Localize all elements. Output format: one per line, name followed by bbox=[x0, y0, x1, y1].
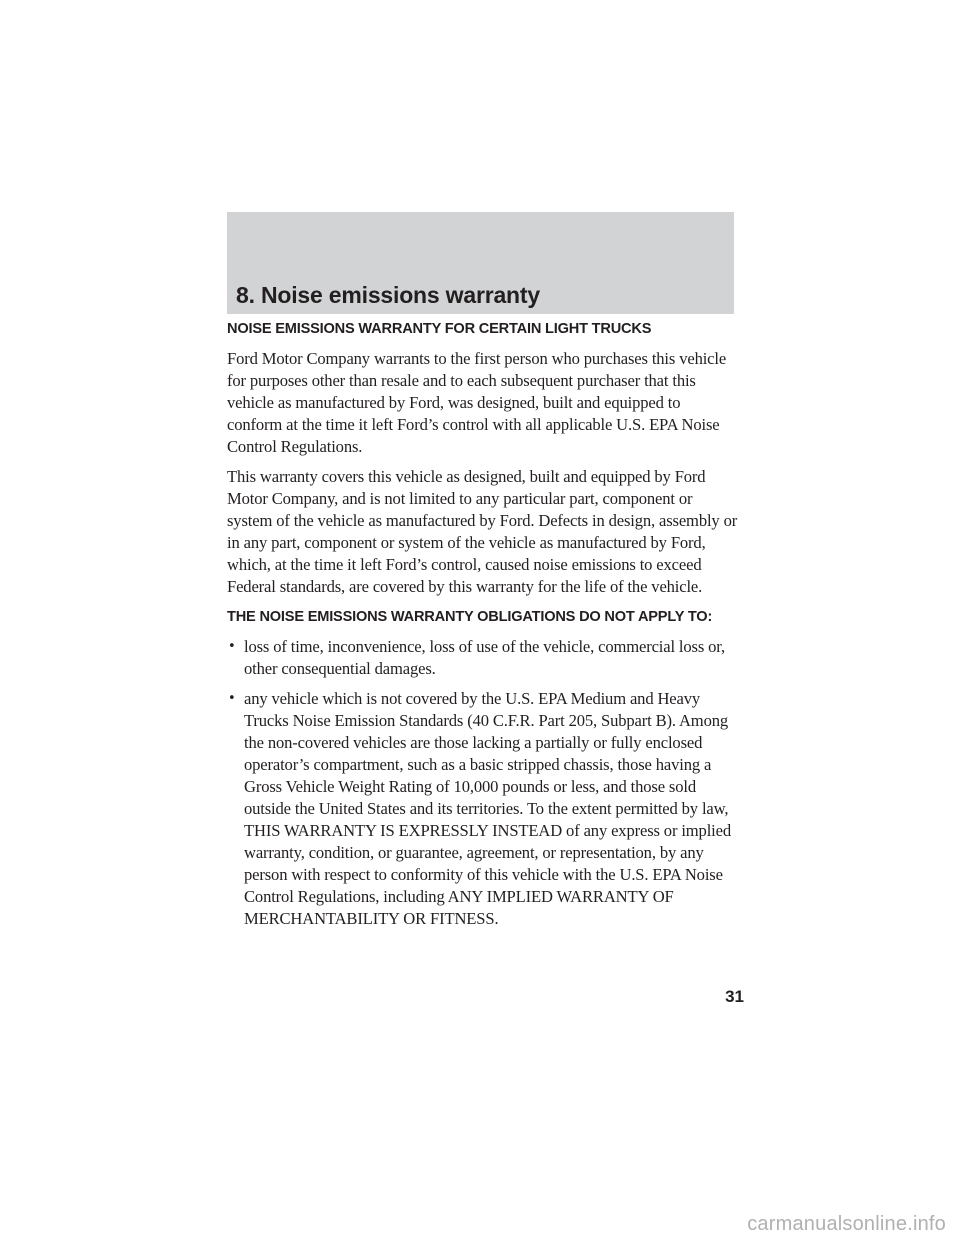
list-item bbox=[227, 688, 739, 930]
bullet-icon: • bbox=[228, 639, 236, 654]
watermark: carmanualsonline.info bbox=[747, 1213, 946, 1235]
bullet-icon: • bbox=[228, 691, 236, 706]
coverage-paragraph: This warranty covers this vehicle as designed, built and equipped by Ford Motor Company, and is not limited to any particular part, component or system of the vehicle as manufactured by Ford. Defects in design, assembly or in any part, component or system of the vehicle as manufactured by Ford, which, at the time it left Ford’s control, caused noise emissions to exceed Federal standards, are covered by this warranty for the life of the vehicle. bbox=[227, 467, 738, 596]
page-content bbox=[227, 318, 739, 938]
list-item bbox=[227, 636, 739, 680]
exclusions-list bbox=[227, 636, 739, 930]
page-number: 31 bbox=[725, 987, 744, 1006]
list-item-text: any vehicle which is not covered by the U.S. EPA Medium and Heavy Trucks Noise Emission Standards (40 C.F.R. Part 205, Subpart B). Among the non-covered vehicles are those lacking a partially or fully enclosed operator’s compartment, such as a basic stripped chassis, those having a Gross Vehicle Weight Rating of 10,000 pounds or less, and those sold outside the United States and its territories. To the extent permitted by law, THIS WARRANTY IS EXPRESSLY INSTEAD of any express or implied warranty, condition, or guarantee, agreement, or representation, by any person with respect to conformity of this vehicle with the U.S. EPA Noise Control Regulations, including ANY IMPLIED WARRANTY OF MERCHANTABILITY OR FITNESS. bbox=[244, 689, 731, 928]
warranty-paragraph: Ford Motor Company warrants to the first person who purchases this vehicle for purposes other than resale and to each subsequent purchaser that this vehicle as manufactured by Ford, was designed, built and equipped to conform at the time it left Ford’s control with all applicable U.S. EPA Noise Control Regulations. bbox=[227, 349, 727, 456]
list-item-text: loss of time, inconvenience, loss of use of the vehicle, commercial loss or, other consequential damages. bbox=[244, 637, 726, 678]
obligations-heading: THE NOISE EMISSIONS WARRANTY OBLIGATIONS DO NOT APPLY TO: bbox=[227, 609, 713, 625]
section-heading: NOISE EMISSIONS WARRANTY FOR CERTAIN LIGHT TRUCKS bbox=[227, 321, 652, 337]
chapter-title: 8. Noise emissions warranty bbox=[236, 282, 540, 308]
